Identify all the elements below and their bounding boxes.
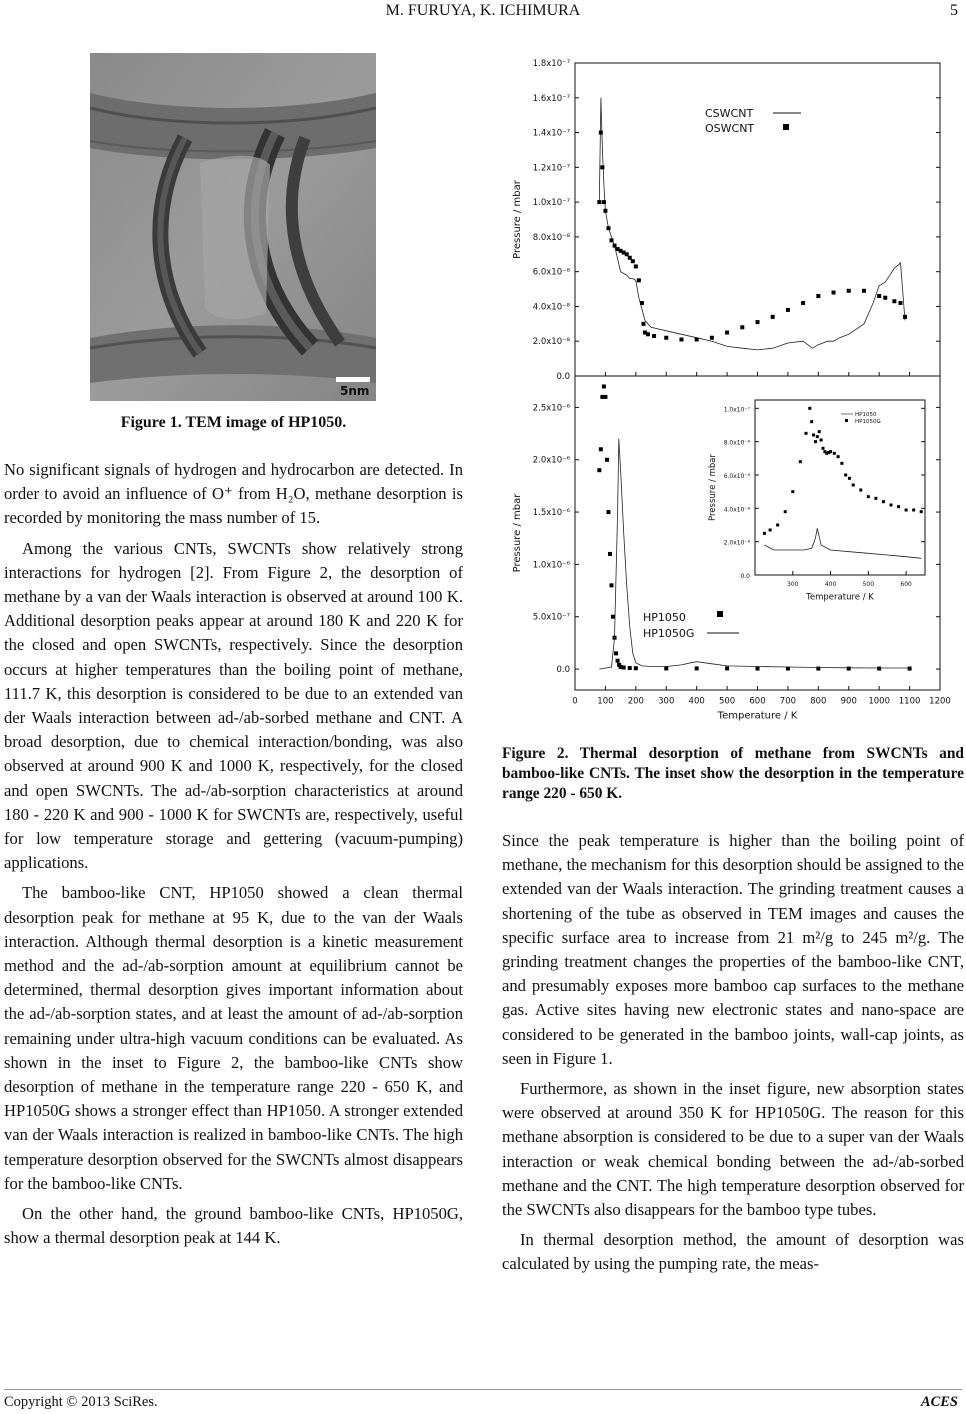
y-tick-label: 4.0x10⁻⁸: [723, 506, 750, 514]
y-tick-label: 1.8x10⁻⁷: [532, 59, 570, 69]
data-point-OSWCNT: [786, 308, 790, 312]
data-point-OSWCNT: [877, 294, 881, 298]
legend-marker-OSWCNT: [783, 124, 789, 130]
data-point-HP1050: [908, 667, 912, 671]
x-tick-label: 200: [627, 696, 644, 707]
paragraph: The bamboo-like CNT, HP1050 showed a clean thermal desorption peak for methane at 95 K, due to the van der Waals interaction. Although thermal desorption is a kinetic measurement method and the ad-/ab-sorption amount at equilibrium cannot be determined, thermal desorption gives important information about the ad-/ab-sorption states, and at least the amount of ad-/ab-sorption remaining under ultra-high vacuum conditions can be evaluated. As shown in the inset to Figure 2, the bamboo-like CNTs show desorption of methane in the temperature range 220 - 650 K, and HP1050G shows a stronger effect than HP1050. A stronger extended van der Waals interaction is realized in bamboo-like CNTs. The high temperature desorption observed for the SWCNTs almost disappears for the bamboo-like CNTs.: [4, 883, 463, 1193]
paragraph: On the other hand, the ground bamboo-like CNTs, HP1050G, show a thermal desorption peak at 144 K.: [4, 1204, 463, 1248]
paragraph: Among the various CNTs, SWCNTs show relatively strong interactions for hydrogen [2]. From Figure 2, the desorption of methane by a van der Waals interaction is observed at around 100 K. Additional desorption peaks appear at around 180 K and 220 K for the closed and open SWCNTs, respectively. Since the desorption occurs at higher temperatures than the boiling point of methane, 111.7 K, this desorption is considered to be due to an extended van der Waals interaction between ad-/ab-sorbed methane and CNT. A broad desorption, due to chemical interaction/bonding, was also observed at around 900 K and 1000 K, respectively, for the closed and open SWCNTs. The ad-/ab-sorption characteristics at around 180 - 220 K and 900 - 1000 K for SWCNTs are, respectively, useful for low temperature storage and gettering (vacuum-pumping) applications.: [4, 538, 463, 873]
paragraph: Furthermore, as shown in the inset figure, new absorption states were observed at around 350 K for HP1050G. The reason for this methane absorption is considered to be due to a super van der Waals interaction or weak chemical bonding between the ad-/ab-sorbed methane and the CNT. The high temperature desorption observed for the SWCNTs also disappears for the bamboo type tubes.: [502, 1079, 964, 1220]
scale-bar-label: 5nm: [340, 384, 370, 398]
x-tick-label: 600: [900, 581, 912, 588]
x-tick-label: 100: [597, 696, 614, 707]
data-point-HP1050G: [829, 450, 832, 453]
data-point-OSWCNT: [631, 259, 635, 263]
chart-panel-top: [512, 59, 940, 382]
y-tick-label: 8.0x10⁻⁸: [532, 232, 570, 243]
data-point-HP1050G: [890, 504, 893, 507]
data-point-OSWCNT: [832, 291, 836, 295]
data-point-OSWCNT: [756, 320, 760, 324]
data-point-HP1050G: [837, 455, 840, 458]
data-point-HP1050G: [776, 524, 779, 527]
figure-2-caption: Figure 2. Thermal desorption of methane from SWCNTs and bamboo-like CNTs. The inset show the desorption in the temperature range 220 - 650 K.: [502, 745, 964, 802]
data-point-HP1050G: [822, 447, 825, 450]
y-tick-label: 6.0x10⁻⁸: [532, 267, 570, 278]
data-point-OSWCNT: [646, 332, 650, 336]
legend-marker-HP1050G: [845, 419, 848, 422]
data-point-OSWCNT: [725, 331, 729, 335]
data-point-HP1050: [611, 615, 615, 619]
data-point-HP1050: [602, 384, 606, 388]
x-tick-label: 300: [787, 581, 799, 588]
data-point-HP1050G: [920, 510, 923, 513]
data-point-HP1050: [597, 468, 601, 472]
data-point-OSWCNT: [637, 278, 641, 282]
data-point-OSWCNT: [710, 336, 714, 340]
y-axis-label: Pressure / mbar: [512, 180, 523, 259]
legend-label: HP1050: [855, 412, 877, 418]
y-tick-label: 2.0x10⁻⁶: [532, 455, 570, 466]
legend-label: HP1050G: [855, 419, 881, 425]
data-point-HP1050: [599, 447, 603, 451]
x-tick-label: 500: [718, 696, 736, 707]
y-tick-label: 6.0x10⁻⁸: [723, 473, 750, 480]
data-point-OSWCNT: [610, 238, 614, 242]
data-point-OSWCNT: [903, 315, 907, 319]
data-point-HP1050G: [833, 452, 836, 455]
data-point-OSWCNT: [664, 336, 668, 340]
y-tick-label: 1.6x10⁻⁷: [532, 93, 570, 104]
figure-2-chart: [505, 55, 965, 745]
data-point-HP1050G: [874, 497, 877, 500]
data-point-OSWCNT: [862, 289, 866, 293]
data-point-OSWCNT: [847, 289, 851, 293]
top-panel-frame: [575, 63, 940, 376]
figure-1-caption: Figure 1. TEM image of HP1050.: [120, 414, 347, 431]
data-point-OSWCNT: [771, 315, 775, 319]
x-tick-label: 800: [810, 696, 827, 707]
data-point-OSWCNT: [625, 252, 629, 256]
copyright: Copyright © 2013 SciRes.: [4, 1394, 158, 1410]
y-tick-label: 0.0: [740, 573, 750, 580]
y-tick-label: 1.0x10⁻⁶: [532, 560, 570, 571]
data-point-HP1050G: [814, 440, 817, 443]
data-point-OSWCNT: [883, 296, 887, 300]
data-point-OSWCNT: [679, 337, 683, 341]
data-point-OSWCNT: [628, 256, 632, 260]
series-line-CSWCNT: [599, 98, 905, 350]
y-tick-label: 2.5x10⁻⁶: [532, 403, 570, 414]
right-column: [502, 829, 964, 1277]
data-point-HP1050: [664, 666, 668, 670]
chart-panel-inset: [708, 400, 925, 603]
data-point-HP1050: [608, 552, 612, 556]
legend-label: HP1050: [643, 611, 686, 624]
data-point-OSWCNT: [740, 325, 744, 329]
data-point-OSWCNT: [600, 165, 604, 169]
data-point-HP1050: [634, 666, 638, 670]
y-tick-label: 1.2x10⁻⁷: [532, 163, 570, 174]
data-point-HP1050: [616, 659, 620, 663]
x-axis-label: Temperature / K: [806, 592, 874, 603]
y-tick-label: 1.5x10⁻⁶: [532, 508, 570, 519]
data-point-HP1050G: [810, 420, 813, 423]
x-tick-label: 900: [840, 696, 857, 707]
x-tick-label: 500: [862, 581, 875, 588]
data-point-HP1050: [622, 665, 626, 669]
data-point-OSWCNT: [599, 131, 603, 135]
footer-rule: [4, 1389, 962, 1390]
tem-image: [90, 53, 376, 401]
y-tick-label: 0.0: [556, 665, 570, 676]
paragraph: Since the peak temperature is higher than the boiling point of methane, the mechanism for this desorption should be assigned to the extended van der Waals interaction. The grinding treatment causes a shortening of the tube as observed in TEM images and causes the specific surface area to increase from 21 m²/g to 245 m²/g. The grinding treatment changes the properties of the bamboo-like CNT, and presumably exposes more bamboo cap surfaces to the methane gas. Active sites having new electronic states and nano-space are considered to be generated in the bamboo joints, wall-cap joints, as seen in Figure 1.: [502, 831, 964, 1068]
legend-label: OSWCNT: [705, 122, 755, 135]
data-point-OSWCNT: [695, 337, 699, 341]
data-point-OSWCNT: [640, 301, 644, 305]
data-point-HP1050: [877, 667, 881, 671]
data-point-HP1050G: [848, 477, 851, 480]
data-point-OSWCNT: [634, 264, 638, 268]
x-tick-label: 1000: [868, 696, 890, 707]
data-point-OSWCNT: [597, 200, 601, 204]
data-point-HP1050G: [784, 510, 787, 513]
data-point-HP1050G: [852, 484, 855, 487]
x-tick-label: 0: [572, 696, 578, 707]
data-point-HP1050G: [840, 462, 843, 465]
data-point-OSWCNT: [613, 244, 617, 248]
data-point-OSWCNT: [603, 209, 607, 213]
data-point-HP1050: [610, 583, 614, 587]
data-point-HP1050G: [882, 500, 885, 503]
page-header: [0, 2, 966, 24]
data-point-HP1050G: [769, 529, 772, 532]
legend-label: CSWCNT: [705, 107, 754, 120]
y-tick-label: 8.0x10⁻⁸: [723, 439, 750, 447]
paragraph: In thermal desorption method, the amount of desorption was calculated by using the pumping rate, the meas-: [502, 1230, 964, 1274]
data-point-HP1050G: [818, 430, 821, 433]
y-tick-label: 1.4x10⁻⁷: [532, 128, 570, 139]
y-tick-label: 2.0x10⁻⁸: [723, 539, 750, 547]
y-tick-label: 1.0x10⁻⁷: [532, 198, 570, 209]
y-tick-label: 1.0x10⁻⁷: [723, 406, 750, 414]
data-point-HP1050: [725, 666, 729, 670]
data-point-HP1050: [603, 395, 607, 399]
y-axis-label: Pressure / mbar: [708, 454, 718, 521]
data-point-HP1050: [606, 510, 610, 514]
data-point-HP1050G: [859, 489, 862, 492]
data-point-OSWCNT: [602, 200, 606, 204]
data-point-OSWCNT: [816, 294, 820, 298]
journal-name: ACES: [920, 1394, 958, 1410]
inset-frame: [755, 400, 925, 575]
data-point-OSWCNT: [892, 299, 896, 303]
data-point-HP1050G: [844, 474, 847, 477]
x-tick-label: 600: [749, 696, 766, 707]
y-tick-label: 5.0x10⁻⁷: [532, 612, 570, 623]
data-point-HP1050G: [816, 435, 819, 438]
x-tick-label: 400: [688, 696, 705, 707]
x-tick-label: 400: [824, 581, 837, 588]
running-head: M. FURUYA, K. ICHIMURA: [385, 2, 581, 19]
data-point-OSWCNT: [801, 301, 805, 305]
data-point-HP1050G: [791, 490, 794, 493]
x-axis-label: Temperature / K: [717, 710, 798, 722]
data-point-HP1050G: [812, 434, 815, 437]
data-point-OSWCNT: [641, 322, 645, 326]
page-number: 5: [950, 2, 958, 19]
data-point-OSWCNT: [898, 301, 902, 305]
data-point-HP1050G: [820, 439, 823, 442]
data-point-HP1050G: [905, 509, 908, 512]
data-point-HP1050G: [897, 505, 900, 508]
x-tick-label: 1100: [898, 696, 921, 707]
data-point-HP1050: [847, 667, 851, 671]
data-point-HP1050: [756, 667, 760, 671]
data-point-HP1050G: [805, 432, 808, 435]
x-tick-label: 700: [779, 696, 797, 707]
x-tick-label: 1200: [929, 696, 951, 707]
data-point-OSWCNT: [606, 226, 610, 230]
x-tick-label: 300: [658, 696, 675, 707]
data-point-HP1050: [695, 666, 699, 670]
data-point-OSWCNT: [652, 334, 656, 338]
legend-label: HP1050G: [643, 627, 695, 640]
data-point-HP1050G: [808, 407, 811, 410]
y-tick-label: 0.0: [556, 372, 570, 382]
data-point-HP1050G: [912, 509, 915, 512]
data-point-HP1050: [628, 666, 632, 670]
y-axis-label: Pressure / mbar: [512, 493, 523, 573]
y-tick-label: 4.0x10⁻⁸: [532, 302, 570, 313]
legend-marker-HP1050: [717, 611, 723, 617]
paragraph: No significant signals of hydrogen and hydrocarbon are detected. In order to avoid an influence of O⁺ from H₂O, methane desorption is recorded by monitoring the mass number of 15.: [4, 460, 463, 528]
y-tick-label: 2.0x10⁻⁸: [532, 337, 570, 348]
data-point-HP1050G: [867, 495, 870, 498]
left-column: [4, 458, 463, 1251]
data-point-HP1050: [614, 651, 618, 655]
data-point-HP1050G: [763, 532, 766, 535]
data-point-HP1050: [605, 458, 609, 462]
data-point-HP1050G: [799, 460, 802, 463]
